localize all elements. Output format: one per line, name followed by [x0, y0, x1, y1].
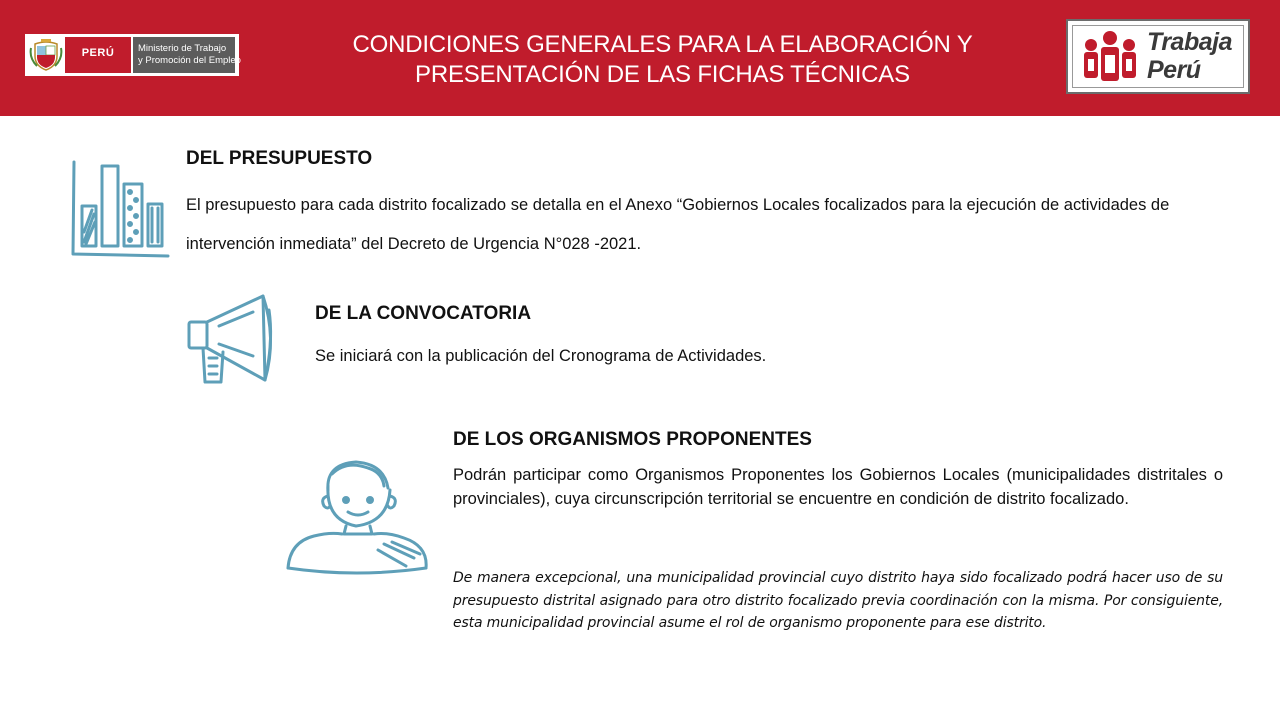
trabaja-peru-logo-frame [1072, 25, 1244, 88]
section-title-organismos: DE LOS ORGANISMOS PROPONENTES [453, 429, 812, 450]
section-note-organismos: De manera excepcional, una municipalidad provincial cuyo distrito haya sido focalizado podrá hacer uso de su presupuesto distrital asignado para otro distrito focalizado previa coordinación con la misma. Por consiguiente, esta municipalidad provincial asume el rol de organismo proponente para ese distrito. [453, 570, 1223, 631]
header-band [0, 0, 1280, 116]
section-text-organismos: Podrán participar como Organismos Proponentes los Gobiernos Locales (municipalidades distritales o provinciales), cuya circunscripción territorial se encuentre en condición de distrito focalizado. [453, 466, 1223, 508]
section-title-presupuesto: DEL PRESUPUESTO [186, 148, 373, 169]
trabaja-peru-wordmark [1147, 28, 1232, 84]
section-text-convocatoria: Se iniciará con la publicación del Cronograma de Actividades. [315, 347, 767, 365]
trabaja-peru-line2: Perú [1147, 56, 1201, 84]
bar-chart-icon [68, 158, 172, 260]
ministry-name-line1: Ministerio de Trabajo [138, 43, 227, 54]
ministry-name-line2: y Promoción del Empleo [138, 55, 241, 66]
page-title [300, 30, 1025, 90]
person-icon [284, 456, 432, 580]
ministry-name-box [133, 37, 241, 73]
page-title-line2: PRESENTACIÓN DE LAS FICHAS TÉCNICAS [415, 61, 910, 88]
megaphone-icon [183, 290, 283, 392]
people-group-icon [1079, 29, 1141, 85]
ministry-logo [25, 34, 239, 76]
section-text-presupuesto: El presupuesto para cada distrito focalizado se detalla en el Anexo “Gobiernos Locales focalizados para la ejecución de actividades de intervención inmediata” del Decreto de Urgencia N°028 -2021. [186, 196, 1170, 253]
page-title-line1: CONDICIONES GENERALES PARA LA ELABORACIÓN Y [352, 31, 973, 58]
trabaja-peru-line1: Trabaja [1147, 28, 1232, 56]
trabaja-peru-logo [1066, 19, 1250, 94]
coat-of-arms-icon [29, 38, 63, 72]
ministry-country-box [65, 37, 131, 73]
section-title-convocatoria: DE LA CONVOCATORIA [315, 303, 532, 324]
ministry-country-label: PERÚ [81, 47, 115, 59]
